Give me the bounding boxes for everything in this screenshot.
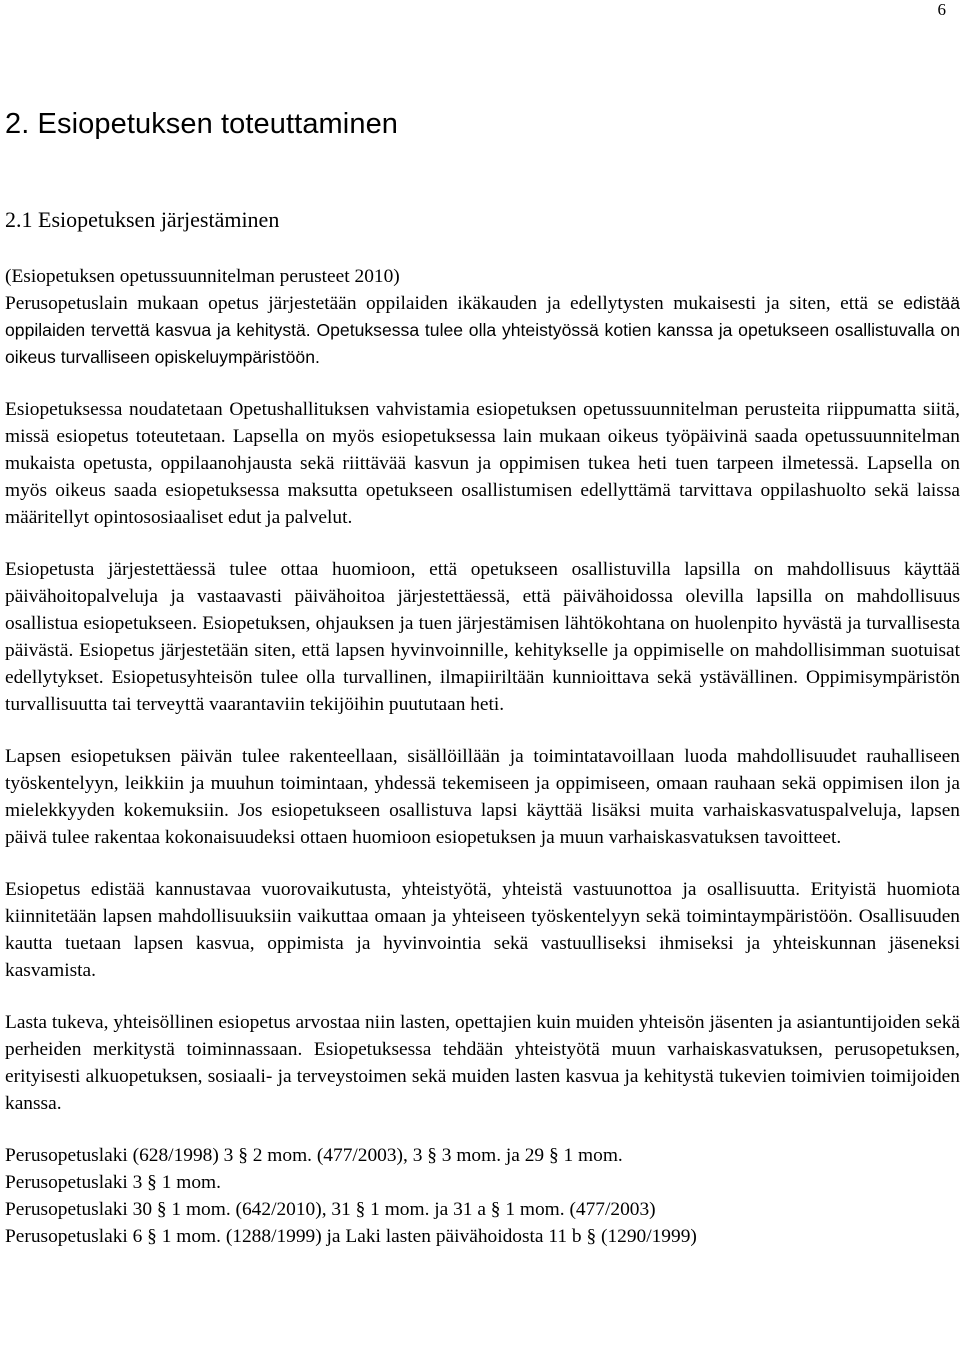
section-heading: 2.1 Esiopetuksen järjestäminen xyxy=(5,207,280,232)
spacer xyxy=(5,851,960,876)
page-number: 6 xyxy=(937,0,946,19)
chapter-heading: 2. Esiopetuksen toteuttaminen xyxy=(5,108,399,140)
paragraph-5: Esiopetus edistää kannustavaa vuorovaikutusta, yhteistyötä, yhteistä vastuunottoa ja osallisuutta. Erityistä huomiota kiinnitetään lapsen mahdollisuuksiin vaikuttaa omaan ja yhteiseen työskentelyyn sekä toimintaympäristöön. Osallisuuden kautta tuetaan lapsen kasvua, oppimista ja hyvinvointia sekä vastuulliseksi ihmiseksi ja yhteiskunnan jäseneksi kasvamista. xyxy=(5,879,960,981)
paragraph-2: Esiopetuksessa noudatetaan Opetushallituksen vahvistamia esiopetuksen opetussuunnitelman perusteita riippumatta siitä, missä esiopetus toteutetaan. Lapsella on myös esiopetuksessa lain mukaan oikeus työpäivinä saada opetussuunnitelman mukaista opetusta, oppilaanohjausta sekä riittävää kasvun ja oppimisen tukea heti tuen tarpeen ilmetessä. Lapsella on myös oikeus saada esiopetuksessa maksutta opetukseen osallistumisen edellyttämä tarvittava oppilashuolto sekä laissa määritellyt opintososiaaliset edut ja palvelut. xyxy=(5,399,960,528)
spacer xyxy=(5,984,960,1009)
paragraph-6: Lasta tukeva, yhteisöllinen esiopetus arvostaa niin lasten, opettajien kuin muiden yhteisön jäsenten ja asiantuntijoiden sekä perheiden merkitystä toiminnassaan. Esiopetuksessa tehdään yhteistyötä muun varhaiskasvatuksen, perusopetuksen, erityisesti alkuopetuksen, sosiaali- ja terveystoimen sekä muiden lasten kasvua ja kehitystä tukevien toimivien toimijoiden kanssa. xyxy=(5,1012,960,1114)
legal-reference: Perusopetuslaki 30 § 1 mom. (642/2010), 31 § 1 mom. ja 31 a § 1 mom. (477/2003) xyxy=(5,1199,656,1220)
source-citation: (Esiopetuksen opetussuunnitelman perusteet 2010) xyxy=(5,266,400,287)
paragraph-1-sans: edistää oppilaiden tervettä kasvua ja kehitystä. Opetuksessa tulee olla yhteistyössä kotien kanssa ja opetukseen osallistuvalla on oikeus turvalliseen opiskeluympäristöön. xyxy=(5,293,960,367)
legal-reference: Perusopetuslaki 6 § 1 mom. (1288/1999) ja Laki lasten päivähoidosta 11 b § (1290/1999) xyxy=(5,1226,697,1247)
document-body xyxy=(5,263,960,1250)
spacer xyxy=(5,1117,960,1142)
legal-reference: Perusopetuslaki (628/1998) 3 § 2 mom. (477/2003), 3 § 3 mom. ja 29 § 1 mom. xyxy=(5,1145,623,1166)
paragraph-1 xyxy=(5,290,960,371)
paragraph-1-serif: Perusopetuslain mukaan opetus järjestetään oppilaiden ikäkauden ja edellytysten mukaisesti ja siten, että se xyxy=(5,293,894,314)
paragraph-3: Esiopetusta järjestettäessä tulee ottaa huomioon, että opetukseen osallistuvilla lapsilla on mahdollisuus käyttää päivähoitopalveluja ja vastaavasti päivähoitoa järjestettäessä, että päivähoidossa olevilla lapsilla on mahdollisuus osallistua esiopetukseen. Esiopetuksen, ohjauksen ja tuen järjestämisen lähtökohtana on huolenpito hyvästä ja turvallisesta päivästä. Esiopetus järjestetään siten, että lapsen hyvinvoinnille, kehitykselle ja oppimiselle on mahdollisimman suotuisat edellytykset. Esiopetusyhteisön tulee olla turvallinen, ilmapiiriltään kunnioittava sekä ystävällinen. Oppimisympäristön turvallisuutta tai terveyttä vaarantaviin tekijöihin puututaan heti. xyxy=(5,559,960,715)
legal-references xyxy=(5,1142,960,1250)
spacer xyxy=(5,718,960,743)
paragraph-4: Lapsen esiopetuksen päivän tulee rakenteellaan, sisällöillään ja toimintatavoillaan luoda mahdollisuudet rauhalliseen työskentelyyn, leikkiin ja muuhun toimintaan, yhdessä tekemiseen ja oppimiseen, omaan rauhaan sekä oppimisen ilon ja mielekkyyden kokemuksiin. Jos esiopetukseen osallistuva lapsi käyttää lisäksi muita varhaiskasvatuspalveluja, lapsen päivä tulee rakentaa kokonaisuudeksi ottaen huomioon esiopetuksen ja muun varhaiskasvatuksen tavoitteet. xyxy=(5,746,960,848)
spacer xyxy=(5,531,960,556)
legal-reference: Perusopetuslaki 3 § 1 mom. xyxy=(5,1172,221,1193)
spacer xyxy=(5,371,960,396)
